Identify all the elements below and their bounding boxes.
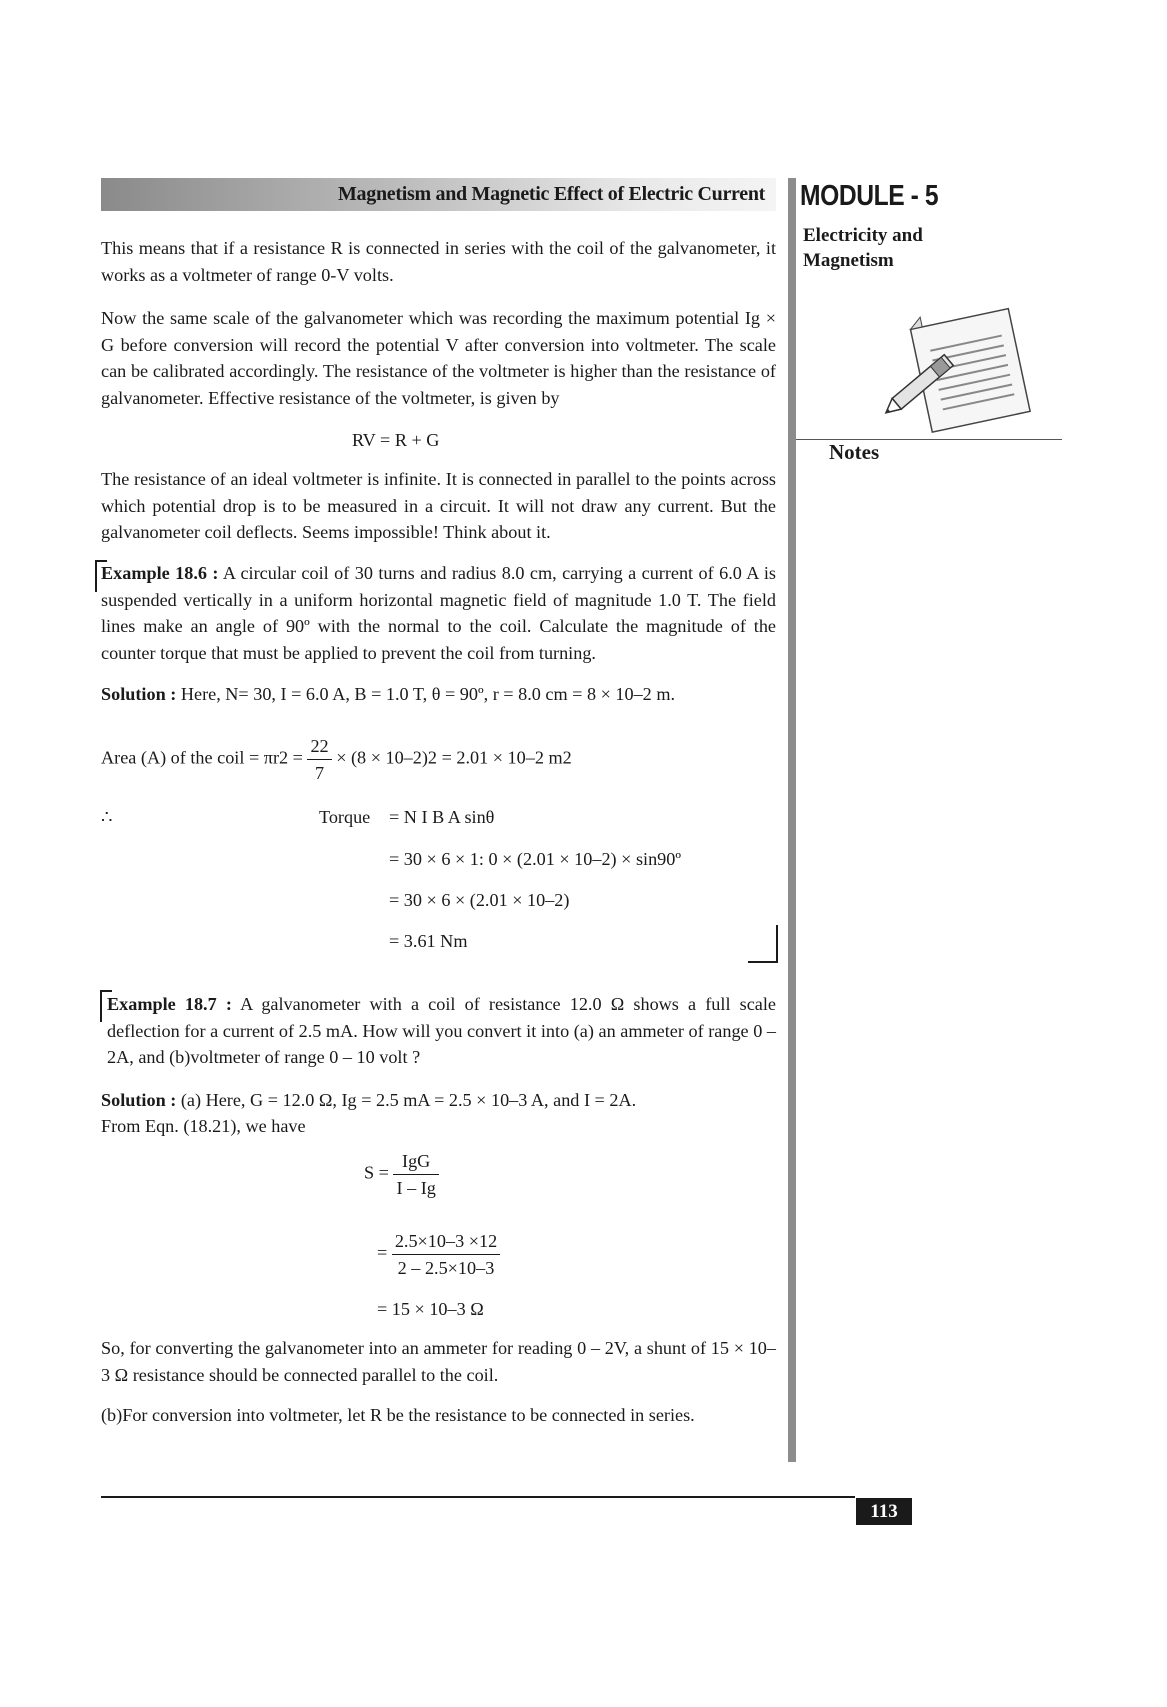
- example-18-6-text: A circular coil of 30 turns and radius 8.0 cm, carrying a current of 6.0 A is suspended vertically in a uniform horizontal magnetic field of magnitude 1.0 T. The field lines make an angle of 90º with the normal to the coil. Calculate the magnitude of the counter torque that must be applied to prevent the coil from turning.: [101, 563, 776, 663]
- solution-18-7-label: Solution :: [101, 1090, 177, 1110]
- margin-divider: [788, 178, 796, 1462]
- area-equation: [101, 733, 572, 786]
- substitution-numerator: 2.5×10–3 ×12: [392, 1228, 500, 1255]
- torque-line-4: = 3.61 Nm: [389, 931, 468, 951]
- shunt-denominator: I – Ig: [396, 1178, 436, 1198]
- area-prefix: Area (A) of the coil = πr2 =: [101, 747, 303, 768]
- shunt-formula: [364, 1148, 439, 1201]
- shunt-fraction: [393, 1148, 438, 1201]
- therefore-symbol: ∴: [101, 807, 113, 827]
- chapter-title: Magnetism and Magnetic Effect of Electric Current: [337, 183, 765, 205]
- shunt-numerator: IgG: [393, 1148, 438, 1175]
- example-18-6-label: Example 18.6 :: [101, 563, 219, 583]
- area-denominator: 7: [315, 763, 325, 783]
- notes-label: Notes: [829, 440, 880, 464]
- shunt-lhs: S =: [364, 1162, 389, 1183]
- subject-label: [803, 223, 923, 273]
- subject-line-2: Magnetism: [803, 250, 894, 271]
- area-fraction: [307, 733, 331, 786]
- footer-rule: [101, 1496, 855, 1498]
- paragraph-4: So, for converting the galvanometer into an ammeter for reading 0 – 2V, a shunt of 15 × 10–3 Ω resistance should be connected parallel to the coil.: [101, 1338, 776, 1385]
- torque-line-1: = N I B A sinθ: [389, 807, 495, 827]
- page-number: 113: [856, 1498, 912, 1525]
- torque-line-3: = 30 × 6 × (2.01 × 10–2): [389, 890, 570, 910]
- example-end-marker: [748, 925, 778, 963]
- solution-18-7-text: (a) Here, G = 12.0 Ω, Ig = 2.5 mA = 2.5 × 10–3 A, and I = 2A.: [180, 1090, 637, 1110]
- notepad-pencil-icon: [880, 305, 1040, 435]
- torque-label: Torque: [319, 807, 371, 827]
- substitution-denominator: 2 – 2.5×10–3: [397, 1258, 495, 1278]
- example-18-7-text: A galvanometer with a coil of resistance 12.0 Ω shows a full scale deflection for a current of 2.5 mA. How will you convert it into (a) an ammeter of range 0 – 2A, and (b)voltmeter of range 0 – 10 volt ?: [107, 994, 776, 1067]
- equals-sign: =: [377, 1242, 388, 1263]
- paragraph-1: This means that if a resistance R is connected in series with the coil of the galvanometer, it works as a voltmeter of range 0-V volts.: [101, 238, 776, 285]
- equation-rv: RV = R + G: [352, 430, 440, 450]
- example-18-6: [101, 560, 776, 666]
- area-suffix: × (8 × 10–2)2 = 2.01 × 10–2 m2: [336, 747, 572, 768]
- substitution-fraction: [392, 1228, 500, 1281]
- subject-line-1: Electricity and: [803, 225, 923, 246]
- module-label: MODULE - 5: [800, 180, 939, 212]
- example-18-7: [107, 991, 776, 1071]
- solution-18-7: [101, 1087, 776, 1114]
- example-18-7-label: Example 18.7 :: [107, 994, 232, 1014]
- shunt-substitution: [377, 1228, 500, 1281]
- solution-18-6-label: Solution :: [101, 684, 177, 704]
- shunt-result: = 15 × 10–3 Ω: [377, 1299, 484, 1319]
- solution-18-7-line-2: From Eqn. (18.21), we have: [101, 1116, 306, 1136]
- torque-line-2: = 30 × 6 × 1: 0 × (2.01 × 10–2) × sin90º: [389, 849, 681, 869]
- paragraph-3: The resistance of an ideal voltmeter is infinite. It is connected in parallel to the points across which potential drop is to be measured in a circuit. It will not draw any current. But the galvanometer coil deflects. Seems impossible! Think about it.: [101, 469, 776, 542]
- paragraph-5: (b)For conversion into voltmeter, let R be the resistance to be connected in series.: [101, 1405, 695, 1425]
- area-numerator: 22: [307, 733, 331, 760]
- solution-18-6-text: Here, N= 30, I = 6.0 A, B = 1.0 T, θ = 90º, r = 8.0 cm = 8 × 10–2 m.: [180, 684, 676, 704]
- paragraph-2: Now the same scale of the galvanometer which was recording the maximum potential Ig × G before conversion will record the potential V after conversion into voltmeter. The scale can be calibrated accordingly. The resistance of the voltmeter is higher than the resistance of galvanometer. Effective resistance of the voltmeter, is given by: [101, 308, 776, 408]
- solution-18-6: [101, 681, 776, 708]
